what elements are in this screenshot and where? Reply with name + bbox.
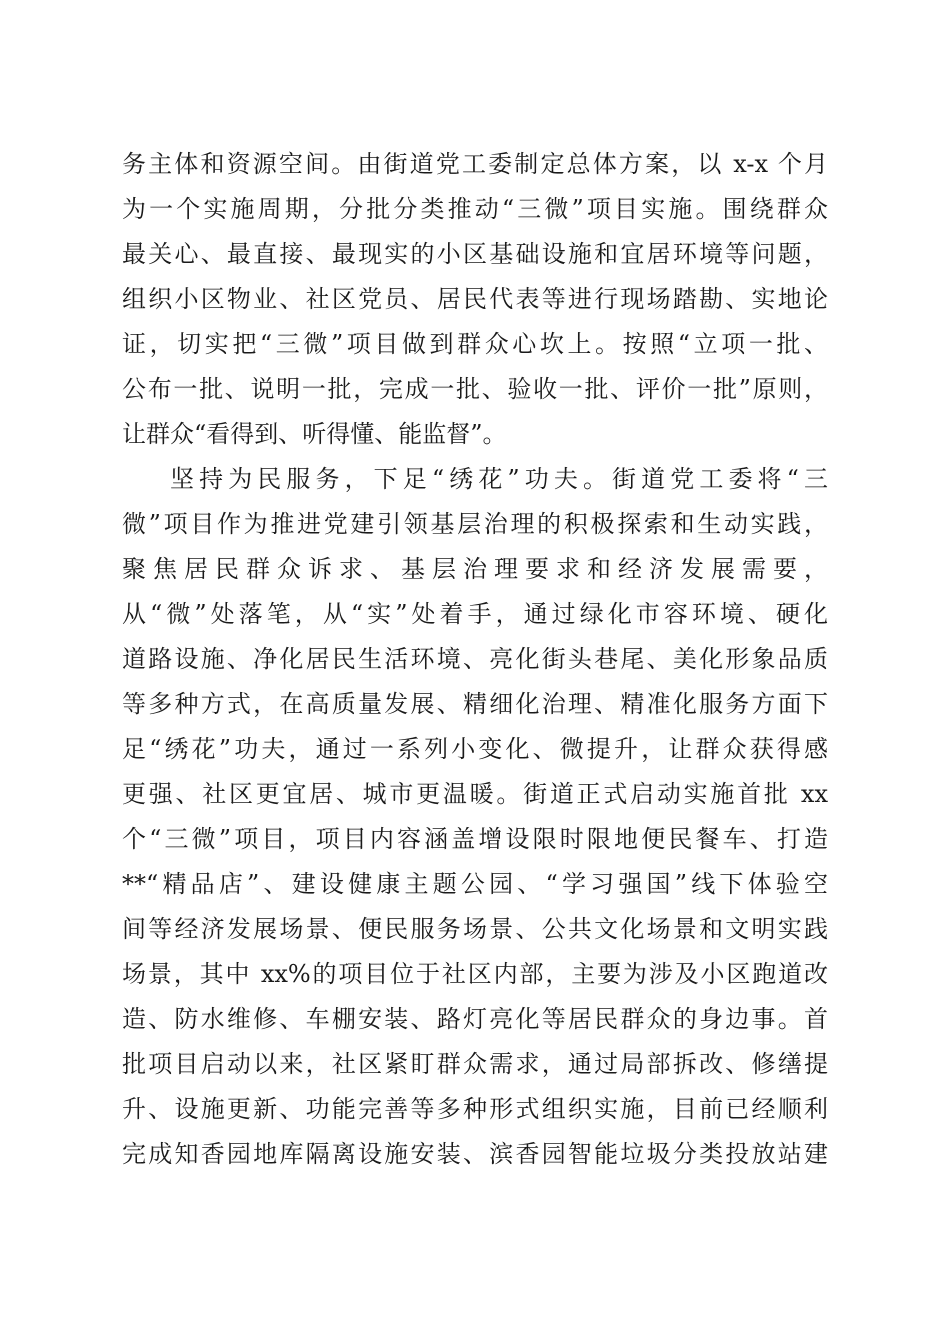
paragraph2-line: 等多种方式，在高质量发展、精细化治理、精准化服务方面下	[122, 690, 828, 718]
paragraph1-line: 证，切实把“三微”项目做到群众心坎上。按照“立项一批、	[122, 330, 828, 358]
paragraph2-line: 完成知香园地库隔离设施安装、滨香园智能垃圾分类投放站建	[122, 1140, 828, 1168]
paragraph2-line: 更强、社区更宜居、城市更温暖。街道正式启动实施首批 xx	[122, 780, 828, 808]
paragraph2-line: 足“绣花”功夫，通过一系列小变化、微提升，让群众获得感	[122, 735, 828, 763]
paragraph2-line: 批项目启动以来，社区紧盯群众需求，通过局部拆改、修缮提	[122, 1050, 828, 1078]
paragraph1-line: 最关心、最直接、最现实的小区基础设施和宜居环境等问题，	[122, 240, 828, 268]
paragraph2-line: 从“微”处落笔，从“实”处着手，通过绿化市容环境、硬化	[122, 600, 828, 628]
paragraph1-line: 让群众“看得到、听得懂、能监督”。	[122, 420, 507, 448]
paragraph2-line: 间等经济发展场景、便民服务场景、公共文化场景和文明实践	[122, 915, 828, 943]
paragraph2-line: 升、设施更新、功能完善等多种形式组织实施，目前已经顺利	[122, 1095, 828, 1123]
paragraph2-line: 场景，其中 xx%的项目位于社区内部，主要为涉及小区跑道改	[122, 960, 828, 988]
paragraph2-line: 坚持为民服务，下足“绣花”功夫。街道党工委将“三	[170, 465, 828, 493]
paragraph1-line: 务主体和资源空间。由街道党工委制定总体方案，以 x-x 个月	[122, 150, 828, 178]
paragraph2-line: 聚焦居民群众诉求、基层治理要求和经济发展需要，	[122, 555, 828, 583]
paragraph1-line: 公布一批、说明一批，完成一批、验收一批、评价一批”原则，	[122, 375, 828, 403]
document-body	[122, 142, 828, 1177]
paragraph1-line: 为一个实施周期，分批分类推动“三微”项目实施。围绕群众	[122, 195, 828, 223]
paragraph2-line: 道路设施、净化居民生活环境、亮化街头巷尾、美化形象品质	[122, 645, 828, 673]
paragraph1-line: 组织小区物业、社区党员、居民代表等进行现场踏勘、实地论	[122, 285, 828, 313]
paragraph2-line: 个“三微”项目，项目内容涵盖增设限时限地便民餐车、打造	[122, 825, 828, 853]
paragraph2-line: **“精品店”、建设健康主题公园、“学习强国”线下体验空	[122, 870, 828, 898]
paragraph2-line: 微”项目作为推进党建引领基层治理的积极探索和生动实践，	[122, 510, 828, 538]
paragraph2-line: 造、防水维修、车棚安装、路灯亮化等居民群众的身边事。首	[122, 1005, 828, 1033]
